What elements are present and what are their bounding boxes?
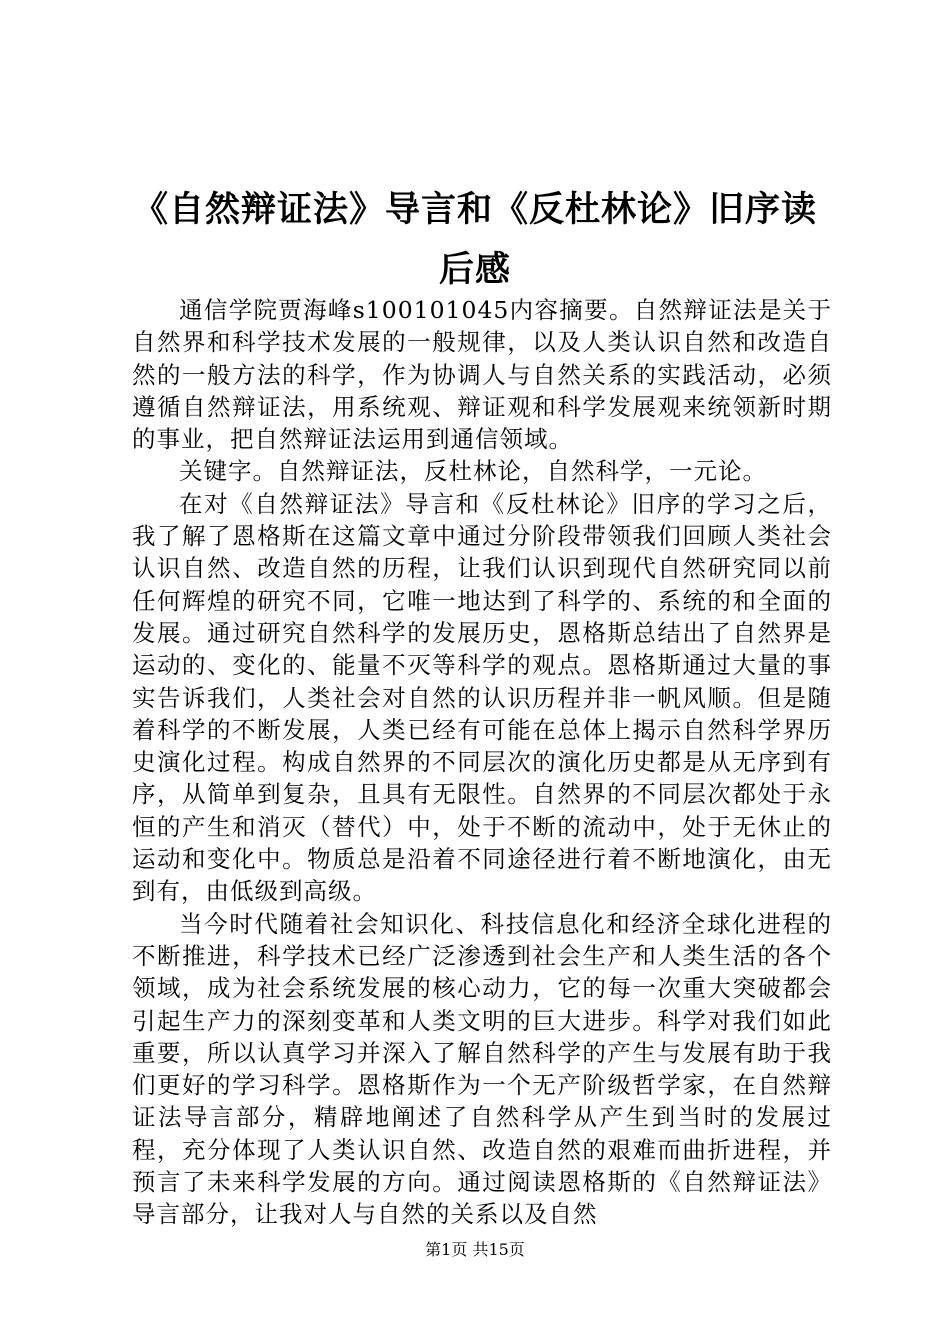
paragraph-abstract: 通信学院贾海峰s100101045内容摘要。自然辩证法是关于自然界和科学技术发展的一般规律，以及人类认识自然和改造自然的一般方法的科学，作为协调人与自然关系的实践活动，必须遵循自然辩证法，用系统观、辩证观和科学发展观来统领新时期的事业，把自然辩证法运用到通信领域。 xyxy=(132,296,832,454)
page-number-footer: 第1页 共15页 xyxy=(425,1240,525,1259)
document-body xyxy=(132,294,832,1231)
document-title: 《自然辩证法》导言和《反杜林论》旧序读后感 xyxy=(132,190,817,290)
paragraph-body-1: 在对《自然辩证法》导言和《反杜林论》旧序的学习之后，我了解了恩格斯在这篇文章中通过分阶段带领我们回顾人类社会认识自然、改造自然的历程，让我们认识到现代自然研究同以前任何辉煌的研究不同，它唯一地达到了科学的、系统的和全面的发展。通过研究自然科学的发展历史，恩格斯总结出了自然界是运动的、变化的、能量不灭等科学的观点。恩格斯通过大量的事实告诉我们，人类社会对自然的认识历程并非一帆风顺。但是随着科学的不断发展，人类已经有可能在总体上揭示自然科学界历史演化过程。构成自然界的不同层次的演化历史都是从无序到有序，从简单到复杂，且具有无限性。自然界的不同层次都处于永恒的产生和消灭（替代）中，处于不断的流动中，处于无休止的运动和变化中。物质总是沿着不同途径进行着不断地演化，由无到有，由低级到高级。 xyxy=(132,489,832,906)
paragraph-body-2: 当今时代随着社会知识化、科技信息化和经济全球化进程的不断推进，科学技术已经广泛渗透到社会生产和人类生活的各个领域，成为社会系统发展的核心动力，它的每一次重大突破都会引起生产力的深刻变革和人类文明的巨大进步。科学对我们如此重要，所以认真学习并深入了解自然科学的产生与发展有助于我们更好的学习科学。恩格斯作为一个无产阶级哲学家，在自然辩证法导言部分，精辟地阐述了自然科学从产生到当时的发展过程，充分体现了人类认识自然、改造自然的艰难而曲折进程，并预言了未来科学发展的方向。通过阅读恩格斯的《自然辩证法》导言部分，让我对人与自然的关系以及自然 xyxy=(132,909,832,1229)
paragraph-keywords: 关键字。自然辩证法，反杜林论，自然科学，一元论。 xyxy=(179,457,767,486)
